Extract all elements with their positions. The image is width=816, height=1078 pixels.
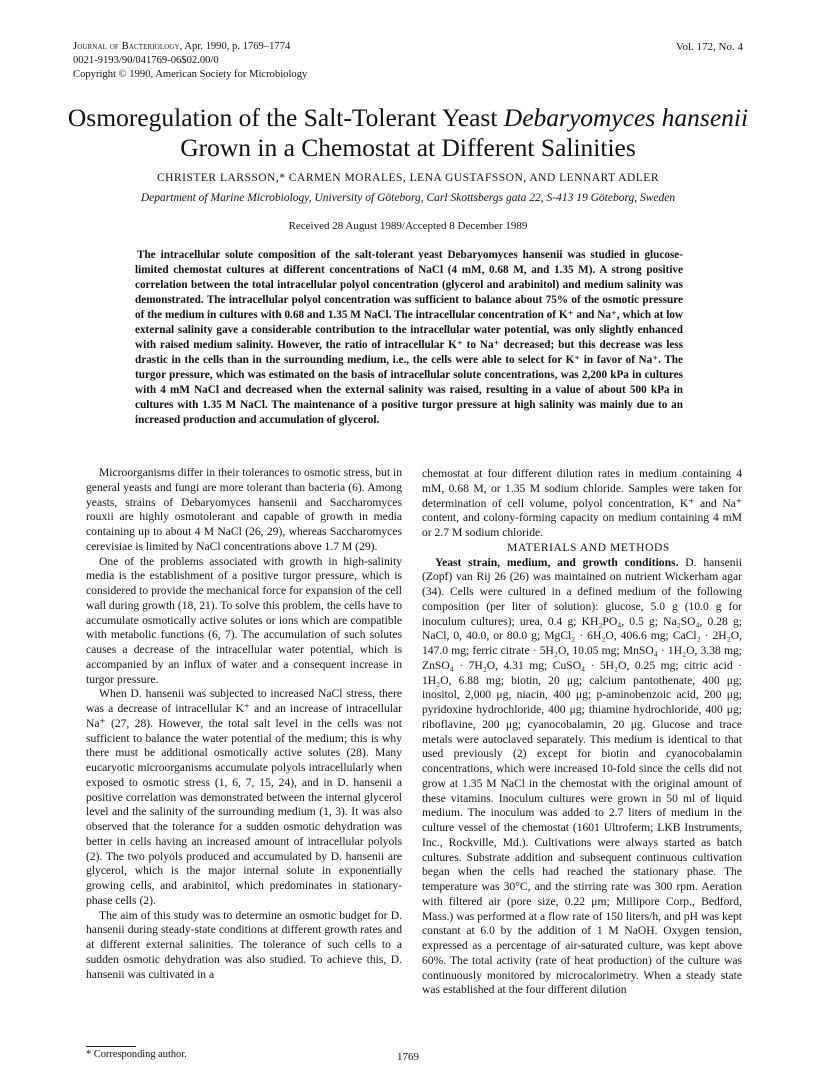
- journal-citation: Journal of Bacteriology, Apr. 1990, p. 1769–1774: [73, 41, 291, 52]
- received-dates: Received 28 August 1989/Accepted 8 December 1989: [288, 220, 528, 232]
- paragraph: One of the problems associated with growth in high-salinity media is the establishment of a positive turgor pressure, which is considered to provide the mechanical force for expansion of the cell wall during growth (18, 21). To solve this problem, the cells have to accumulate osmotically active solutes or ions which are compatible with metabolic functions (6, 7). The accumulation of such solutes causes a decrease of the intracellular water potential, which is accompanied by an influx of water and a consequent increase in turgor pressure.: [86, 554, 402, 686]
- author-list: CHRISTER LARSSON,* CARMEN MORALES, LENA GUSTAFSSON, AND LENNART ADLER: [157, 172, 659, 184]
- paragraph: When D. hansenii was subjected to increased NaCl stress, there was a decrease of intracellular K⁺ and an increase of intracellular Na⁺ (27, 28). However, the total salt level in the cells was not sufficient to balance the water potential of the medium; this is why there must be additional osmotically active solutes (28). Many eucaryotic microorganisms accumulate polyols intracellularly when exposed to osmotic stress (1, 6, 7, 15, 24), and in D. hansenii a positive correlation was demonstrated between the internal glycerol level and the salinity of the surrounding medium (1, 3). It was also observed that the tolerance for a sudden osmotic dehydration was better in cells having an increased amount of intracellular polyols (2). The two polyols produced and accumulated by D. hansenii are glycerol, which is the major internal solute in exponentially growing cells, and arabinitol, which predominates in stationary-phase cells (2).: [86, 687, 402, 907]
- paragraph: The aim of this study was to determine an osmotic budget for D. hansenii during steady-state conditions at different growth rates and at different external salinities. The tolerance of such cells to a sudden osmotic dehydration was also studied. To achieve this, D. hansenii was cultivated in a: [86, 908, 402, 981]
- page-number: 1769: [397, 1051, 419, 1063]
- paragraph: Microorganisms differ in their tolerances to osmotic stress, but in general yeasts and fungi are more tolerant than bacteria (6). Among yeasts, strains of Debaryomyces hansenii and Saccharomyces rouxii are highly osmotolerant and capable of growth in media containing up to about 4 M NaCl (26, 29), whereas Saccharomyces cerevisiae is limited by NaCl concentrations above 1.7 M (29).: [86, 466, 402, 553]
- right-column: [422, 467, 742, 998]
- left-column: [86, 466, 402, 982]
- runin-heading: Yeast strain, medium, and growth conditions.: [435, 555, 679, 569]
- copyright-line: Copyright © 1990, American Society for Microbiology: [73, 69, 308, 80]
- footnote-divider: [86, 1046, 136, 1047]
- running-header: [73, 40, 307, 82]
- affiliation: Department of Marine Microbiology, University of Göteborg, Carl Skottsbergs gata 22, S-413 19 Göteborg, Sweden: [140, 192, 676, 204]
- footnote: * Corresponding author.: [86, 1049, 187, 1060]
- article-code: 0021-9193/90/041769-06$02.00/0: [73, 55, 219, 66]
- abstract: The intracellular solute composition of the salt-tolerant yeast Debaryomyces hansenii was studied in glucose-limited chemostat cultures at different concentrations of NaCl (4 mM, 0.68 M, and 1.35 M). A strong positive correlation between the total intracellular polyol concentration (glycerol and arabinitol) and medium salinity was demonstrated. The intracellular polyol concentration was sufficient to balance about 75% of the osmotic pressure of the medium in cultures with 0.68 and 1.35 M NaCl. The intracellular concentration of K⁺ and Na⁺, which at low external salinity gave a considerable contribution to the intracellular water potential, was only slightly enhanced with raised medium salinity. However, the ratio of intracellular K⁺ to Na⁺ decreased; but this decrease was less drastic in the cells than in the surrounding medium, i.e., the cells were able to select for K⁺ in favor of Na⁺. The turgor pressure, which was estimated on the basis of intracellular solute concentrations, was 2,200 kPa in cultures with 4 mM NaCl and decreased when the external salinity was raised, resulting in a value of about 500 kPa in cultures with 1.35 M NaCl. The maintenance of a positive turgor pressure at high salinity was mainly due to an increased production and accumulation of glycerol.: [135, 249, 683, 426]
- article-title: Osmoregulation of the Salt-Tolerant Yeast Debaryomyces hansenii Grown in a Chemostat at Different Salinities: [67, 103, 749, 162]
- volume-info: Vol. 172, No. 4: [675, 41, 743, 53]
- paragraph: Yeast strain, medium, and growth conditions. D. hansenii (Zopf) van Rij 26 (26) was maintained on nutrient Wickerham agar (34). Cells were cultured in a defined medium of the following composition (per liter of solution): glucose, 5.0 g (10.0 g for inoculum cultures); urea, 0.4 g; KH₂PO₄, 0.5 g; Na₂SO₄, 0.28 g; NaCl, 0, 40.0, or 80.0 g; MgCl₂ · 6H₂O, 406.6 mg; CaCl₂ · 2H₂O, 147.0 mg; ferric citrate · 5H₂O, 10.05 mg; MnSO₄ · 1H₂O, 3.38 mg; ZnSO₄ · 7H₂O, 4.31 mg; CuSO₄ · 5H₂O, 0.25 mg; citric acid · 1H₂O, 6.88 mg; biotin, 20 μg; calcium pantothenate, 400 μg; inositol, 2,000 μg, niacin, 400 μg; p-aminobenzoic acid, 200 μg; pyridoxine hydrochloride, 400 μg; thiamine hydrochloride, 400 μg; riboflavine, 200 μg; cyanocobalamin, 20 μg. Glucose and trace metals were autoclaved separately. This medium is identical to that used previously (2) except for biotin and cyanocobalamin concentrations, which were increased 10-fold since the cells did not grow at 1.35 M NaCl in the chemostat with the original amount of these vitamins. Inoculum cultures were grown in 50 ml of liquid medium. The inoculum was added to 2.7 liters of medium in the culture vessel of the chemostat (1601 Ultroferm; LKB Instruments, Inc., Rockville, Md.). Cultivations were always started as batch cultures. Substrate addition and subsequent continuous cultivation began when the cells had reached the stationary phase. The temperature was 30°C, and the stirring rate was 300 rpm. Aeration with filtered air (pore size, 0.22 μm; Millipore Corp., Bedford, Mass.) was performed at a flow rate of 150 liters/h, and pH was kept constant at 6.0 by the addition of 1 M NaOH. Oxygen tension, expressed as a percentage of air-saturated culture, was kept above 60%. The total activity (rate of heat production) of the culture was continuously monitored by microcalorimetry. When a steady state was established at the four different dilution: [422, 555, 742, 997]
- paragraph: chemostat at four different dilution rates in medium containing 4 mM, 0.68 M, or 1.35 M sodium chloride. Samples were taken for determination of cell volume, polyol concentration, K⁺ and Na⁺ content, and colony-forming capacity on medium containing 4 mM or 2.7 M sodium chloride.: [422, 467, 742, 539]
- section-heading: MATERIALS AND METHODS: [507, 541, 670, 554]
